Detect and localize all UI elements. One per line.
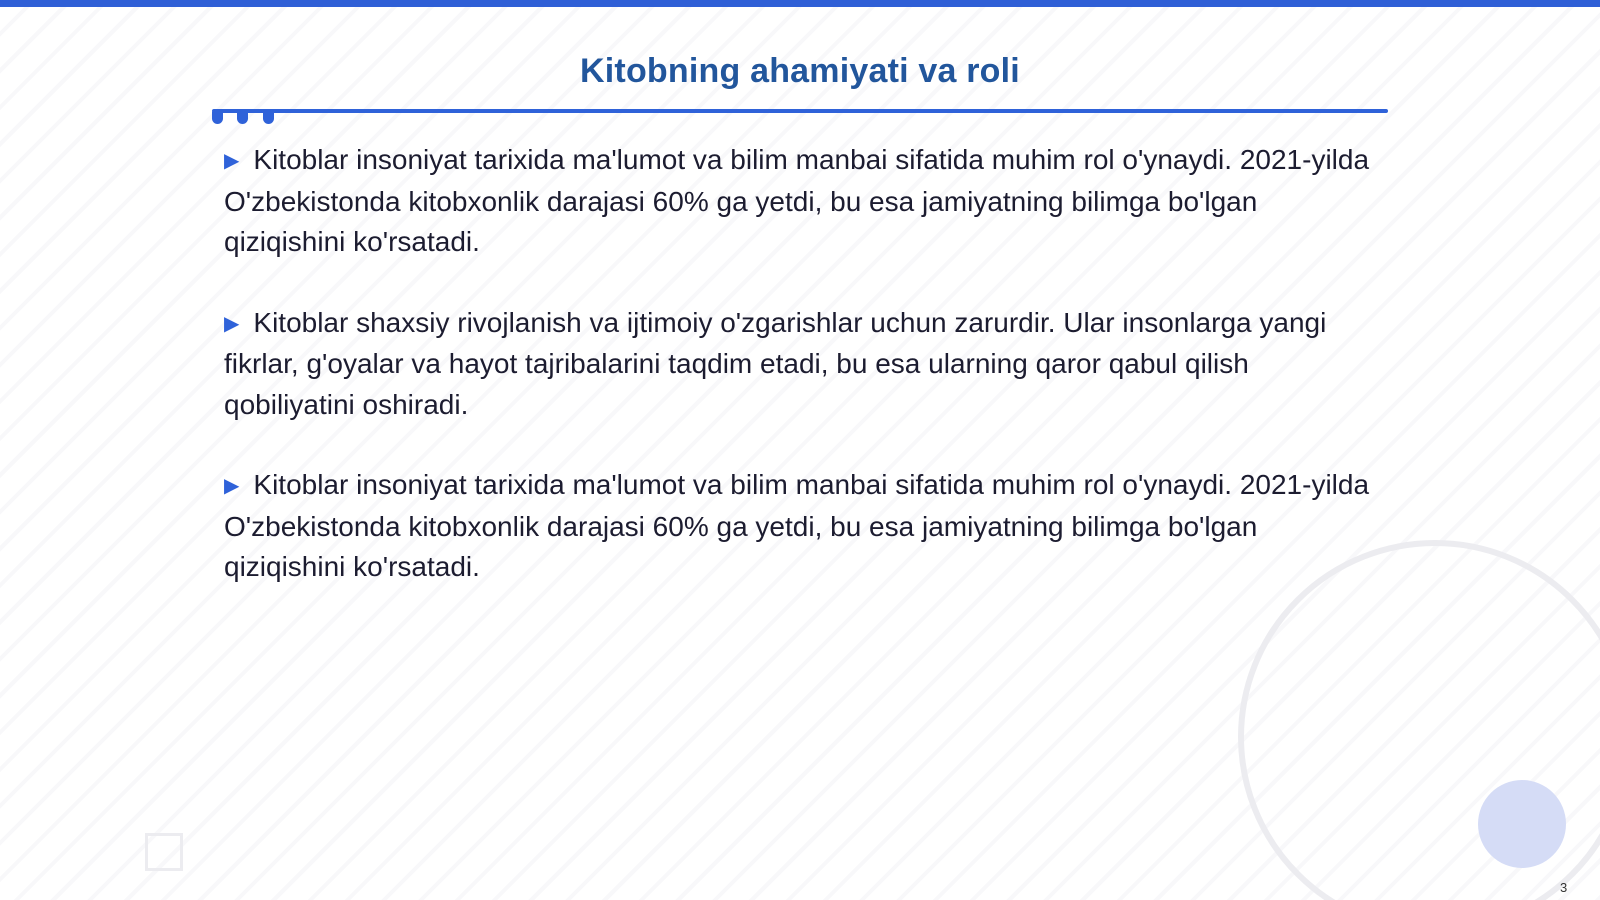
- underline-dot: [212, 112, 223, 124]
- bullet-text: Kitoblar insoniyat tarixida ma'lumot va bilim manbai sifatida muhim rol o'ynaydi. 2021-yilda O'zbekistonda kitobxonlik darajasi 60% ga yetdi, bu esa jamiyatning bilimga bo'lgan qiziqishini ko'rsatadi.: [224, 469, 1370, 582]
- bullet-text: Kitoblar insoniyat tarixida ma'lumot va bilim manbai sifatida muhim rol o'ynaydi. 2021-yilda O'zbekistonda kitobxonlik darajasi 60% ga yetdi, bu esa jamiyatning bilimga bo'lgan qiziqishini ko'rsatadi.: [224, 144, 1370, 257]
- triangle-bullet-icon: ▶: [224, 150, 240, 172]
- triangle-bullet-icon: ▶: [224, 312, 240, 335]
- decorative-dot: [1478, 780, 1566, 868]
- top-accent-bar: [0, 0, 1600, 7]
- triangle-bullet-icon: ▶: [224, 475, 240, 497]
- bullet-list: [224, 140, 1374, 628]
- decorative-square: [145, 833, 183, 871]
- bullet-item: [224, 303, 1374, 426]
- underline-dot: [263, 112, 274, 124]
- page-number: 3: [1560, 880, 1568, 895]
- bullet-text: Kitoblar shaxsiy rivojlanish va ijtimoiy o'zgarishlar uchun zarurdir. Ular insonlarga yangi fikrlar, g'oyalar va hayot tajribalarini taqdim etadi, bu esa ularning qaror qabul qilish qobiliyatini oshiradi.: [224, 306, 1327, 420]
- bullet-item: [224, 465, 1374, 588]
- title-underline: [212, 109, 1388, 113]
- underline-dot: [237, 112, 248, 124]
- bullet-item: [224, 140, 1374, 263]
- slide-title: Kitobning ahamiyati va roli: [580, 52, 1020, 90]
